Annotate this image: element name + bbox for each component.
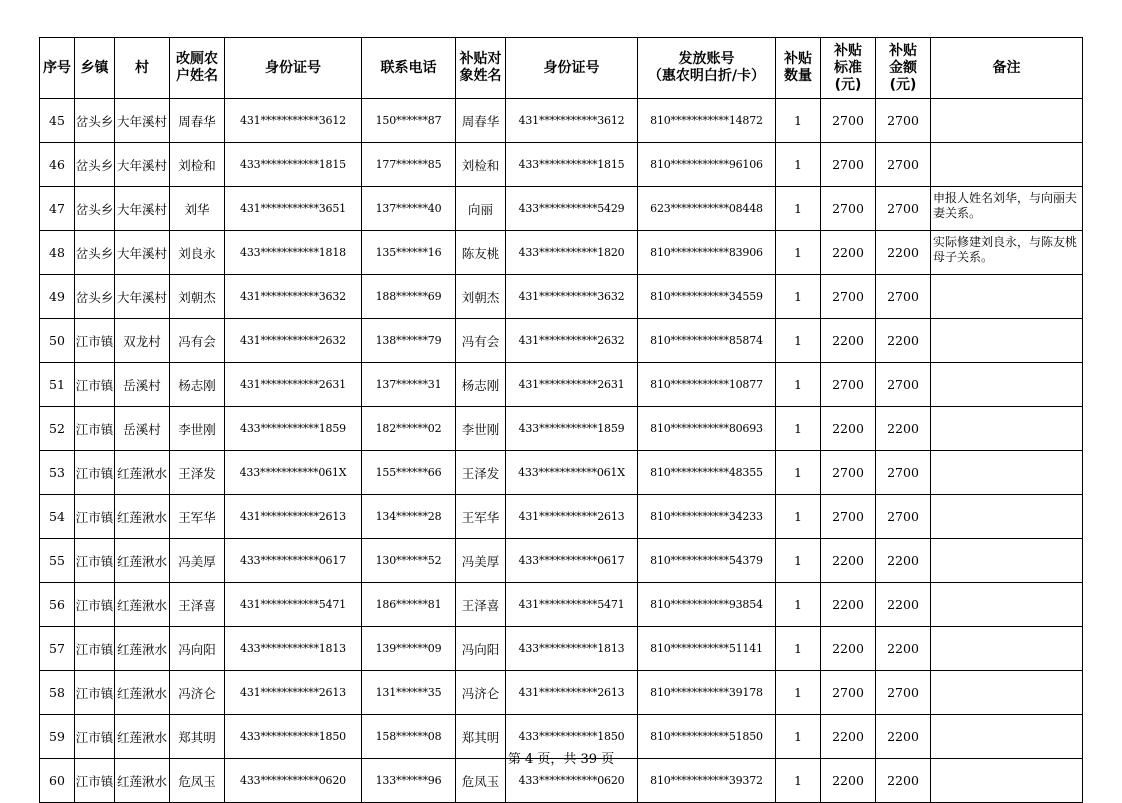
cell-owner: 刘华 bbox=[170, 187, 225, 231]
cell-village: 岳溪村 bbox=[115, 363, 170, 407]
cell-qty: 1 bbox=[776, 539, 821, 583]
cell-note bbox=[931, 539, 1083, 583]
cell-town: 江市镇 bbox=[75, 363, 115, 407]
cell-qty: 1 bbox=[776, 187, 821, 231]
cell-target: 冯美厚 bbox=[456, 539, 506, 583]
cell-target: 冯有会 bbox=[456, 319, 506, 363]
cell-target-id: 431***********2613 bbox=[506, 495, 638, 539]
table-row bbox=[40, 143, 1083, 187]
cell-village: 红莲湫水 bbox=[115, 759, 170, 803]
cell-owner: 杨志刚 bbox=[170, 363, 225, 407]
header-amount: 补贴 金额 (元) bbox=[876, 38, 931, 99]
cell-village: 大年溪村 bbox=[115, 231, 170, 275]
cell-target: 刘检和 bbox=[456, 143, 506, 187]
cell-target: 王泽发 bbox=[456, 451, 506, 495]
cell-seq: 60 bbox=[40, 759, 75, 803]
header-account: 发放账号 （惠农明白折/卡） bbox=[638, 38, 776, 99]
cell-standard: 2700 bbox=[821, 275, 876, 319]
cell-phone: 137******31 bbox=[362, 363, 456, 407]
cell-target-id: 433***********061X bbox=[506, 451, 638, 495]
cell-account: 810***********39178 bbox=[638, 671, 776, 715]
cell-account: 810***********54379 bbox=[638, 539, 776, 583]
cell-village: 岳溪村 bbox=[115, 407, 170, 451]
cell-account: 810***********39372 bbox=[638, 759, 776, 803]
table-row bbox=[40, 627, 1083, 671]
cell-target: 李世刚 bbox=[456, 407, 506, 451]
cell-phone: 138******79 bbox=[362, 319, 456, 363]
cell-town: 江市镇 bbox=[75, 539, 115, 583]
cell-standard: 2200 bbox=[821, 231, 876, 275]
cell-account: 810***********83906 bbox=[638, 231, 776, 275]
cell-id: 433***********1818 bbox=[225, 231, 362, 275]
cell-target: 危凤玉 bbox=[456, 759, 506, 803]
cell-seq: 51 bbox=[40, 363, 75, 407]
cell-qty: 1 bbox=[776, 759, 821, 803]
cell-town: 岔头乡 bbox=[75, 187, 115, 231]
cell-account: 623***********08448 bbox=[638, 187, 776, 231]
cell-village: 大年溪村 bbox=[115, 275, 170, 319]
cell-phone: 137******40 bbox=[362, 187, 456, 231]
cell-target-id: 433***********0617 bbox=[506, 539, 638, 583]
cell-seq: 48 bbox=[40, 231, 75, 275]
cell-seq: 59 bbox=[40, 715, 75, 759]
header-village: 村 bbox=[115, 38, 170, 99]
cell-note bbox=[931, 99, 1083, 143]
cell-note bbox=[931, 583, 1083, 627]
cell-town: 江市镇 bbox=[75, 583, 115, 627]
cell-phone: 155******66 bbox=[362, 451, 456, 495]
cell-owner: 冯有会 bbox=[170, 319, 225, 363]
cell-seq: 47 bbox=[40, 187, 75, 231]
cell-standard: 2200 bbox=[821, 759, 876, 803]
header-id-number: 身份证号 bbox=[225, 38, 362, 99]
cell-account: 810***********14872 bbox=[638, 99, 776, 143]
cell-phone: 188******69 bbox=[362, 275, 456, 319]
header-quantity: 补贴 数量 bbox=[776, 38, 821, 99]
cell-phone: 177******85 bbox=[362, 143, 456, 187]
subsidy-table bbox=[39, 37, 1083, 803]
cell-phone: 150******87 bbox=[362, 99, 456, 143]
cell-qty: 1 bbox=[776, 99, 821, 143]
cell-target: 刘朝杰 bbox=[456, 275, 506, 319]
cell-qty: 1 bbox=[776, 363, 821, 407]
cell-target-id: 433***********1813 bbox=[506, 627, 638, 671]
cell-seq: 54 bbox=[40, 495, 75, 539]
header-subsidy-target-name: 补贴对 象姓名 bbox=[456, 38, 506, 99]
cell-id: 431***********3651 bbox=[225, 187, 362, 231]
cell-owner: 刘朝杰 bbox=[170, 275, 225, 319]
cell-amount: 2700 bbox=[876, 495, 931, 539]
cell-phone: 135******16 bbox=[362, 231, 456, 275]
cell-account: 810***********51141 bbox=[638, 627, 776, 671]
cell-town: 江市镇 bbox=[75, 627, 115, 671]
cell-seq: 53 bbox=[40, 451, 75, 495]
cell-id: 433***********1813 bbox=[225, 627, 362, 671]
cell-target-id: 431***********5471 bbox=[506, 583, 638, 627]
cell-account: 810***********48355 bbox=[638, 451, 776, 495]
cell-qty: 1 bbox=[776, 143, 821, 187]
cell-qty: 1 bbox=[776, 627, 821, 671]
cell-id: 433***********061X bbox=[225, 451, 362, 495]
table-row bbox=[40, 275, 1083, 319]
cell-amount: 2700 bbox=[876, 451, 931, 495]
cell-target: 郑其明 bbox=[456, 715, 506, 759]
cell-id: 431***********3632 bbox=[225, 275, 362, 319]
table-row bbox=[40, 495, 1083, 539]
cell-id: 431***********3612 bbox=[225, 99, 362, 143]
cell-amount: 2200 bbox=[876, 407, 931, 451]
cell-account: 810***********80693 bbox=[638, 407, 776, 451]
cell-amount: 2200 bbox=[876, 759, 931, 803]
cell-target-id: 431***********2631 bbox=[506, 363, 638, 407]
cell-target-id: 433***********0620 bbox=[506, 759, 638, 803]
cell-standard: 2200 bbox=[821, 715, 876, 759]
cell-target: 向丽 bbox=[456, 187, 506, 231]
cell-target-id: 433***********1815 bbox=[506, 143, 638, 187]
cell-standard: 2700 bbox=[821, 99, 876, 143]
cell-phone: 182******02 bbox=[362, 407, 456, 451]
cell-town: 江市镇 bbox=[75, 759, 115, 803]
cell-owner: 郑其明 bbox=[170, 715, 225, 759]
table-row bbox=[40, 187, 1083, 231]
cell-qty: 1 bbox=[776, 583, 821, 627]
cell-amount: 2200 bbox=[876, 539, 931, 583]
cell-amount: 2700 bbox=[876, 363, 931, 407]
cell-owner: 刘良永 bbox=[170, 231, 225, 275]
cell-phone: 186******81 bbox=[362, 583, 456, 627]
cell-note bbox=[931, 363, 1083, 407]
cell-qty: 1 bbox=[776, 671, 821, 715]
cell-id: 433***********1815 bbox=[225, 143, 362, 187]
cell-phone: 134******28 bbox=[362, 495, 456, 539]
cell-account: 810***********34233 bbox=[638, 495, 776, 539]
cell-village: 红莲湫水 bbox=[115, 495, 170, 539]
cell-standard: 2700 bbox=[821, 495, 876, 539]
header-seq: 序号 bbox=[40, 38, 75, 99]
cell-target-id: 433***********1820 bbox=[506, 231, 638, 275]
header-owner-name: 改厕农 户姓名 bbox=[170, 38, 225, 99]
cell-id: 431***********2631 bbox=[225, 363, 362, 407]
cell-account: 810***********10877 bbox=[638, 363, 776, 407]
cell-standard: 2700 bbox=[821, 671, 876, 715]
cell-qty: 1 bbox=[776, 231, 821, 275]
header-remarks: 备注 bbox=[931, 38, 1083, 99]
cell-town: 岔头乡 bbox=[75, 231, 115, 275]
cell-target: 王泽喜 bbox=[456, 583, 506, 627]
cell-town: 江市镇 bbox=[75, 715, 115, 759]
cell-seq: 56 bbox=[40, 583, 75, 627]
cell-town: 岔头乡 bbox=[75, 143, 115, 187]
cell-target: 王军华 bbox=[456, 495, 506, 539]
cell-village: 红莲湫水 bbox=[115, 583, 170, 627]
cell-target-id: 431***********2632 bbox=[506, 319, 638, 363]
cell-note bbox=[931, 451, 1083, 495]
header-phone: 联系电话 bbox=[362, 38, 456, 99]
table-row bbox=[40, 451, 1083, 495]
cell-standard: 2200 bbox=[821, 539, 876, 583]
cell-id: 431***********2613 bbox=[225, 495, 362, 539]
cell-village: 红莲湫水 bbox=[115, 539, 170, 583]
cell-phone: 131******35 bbox=[362, 671, 456, 715]
cell-target: 陈友桃 bbox=[456, 231, 506, 275]
cell-qty: 1 bbox=[776, 407, 821, 451]
cell-seq: 50 bbox=[40, 319, 75, 363]
cell-note bbox=[931, 671, 1083, 715]
table-row bbox=[40, 539, 1083, 583]
cell-seq: 49 bbox=[40, 275, 75, 319]
cell-owner: 王泽发 bbox=[170, 451, 225, 495]
cell-town: 江市镇 bbox=[75, 671, 115, 715]
cell-account: 810***********51850 bbox=[638, 715, 776, 759]
cell-target: 周春华 bbox=[456, 99, 506, 143]
cell-standard: 2700 bbox=[821, 451, 876, 495]
cell-note bbox=[931, 627, 1083, 671]
cell-town: 江市镇 bbox=[75, 451, 115, 495]
cell-owner: 冯美厚 bbox=[170, 539, 225, 583]
cell-village: 大年溪村 bbox=[115, 99, 170, 143]
header-subsidy-id-number: 身份证号 bbox=[506, 38, 638, 99]
cell-owner: 王泽喜 bbox=[170, 583, 225, 627]
cell-qty: 1 bbox=[776, 495, 821, 539]
table-row bbox=[40, 319, 1083, 363]
cell-amount: 2200 bbox=[876, 583, 931, 627]
cell-amount: 2200 bbox=[876, 319, 931, 363]
cell-qty: 1 bbox=[776, 715, 821, 759]
cell-target-id: 431***********2613 bbox=[506, 671, 638, 715]
cell-village: 红莲湫水 bbox=[115, 715, 170, 759]
table-body bbox=[40, 99, 1083, 803]
cell-seq: 52 bbox=[40, 407, 75, 451]
cell-standard: 2200 bbox=[821, 407, 876, 451]
cell-target-id: 433***********1850 bbox=[506, 715, 638, 759]
cell-standard: 2200 bbox=[821, 319, 876, 363]
cell-id: 433***********0617 bbox=[225, 539, 362, 583]
cell-target: 冯向阳 bbox=[456, 627, 506, 671]
cell-standard: 2700 bbox=[821, 187, 876, 231]
cell-town: 岔头乡 bbox=[75, 99, 115, 143]
cell-target-id: 431***********3612 bbox=[506, 99, 638, 143]
cell-id: 433***********0620 bbox=[225, 759, 362, 803]
cell-standard: 2200 bbox=[821, 583, 876, 627]
cell-owner: 冯向阳 bbox=[170, 627, 225, 671]
cell-village: 红莲湫水 bbox=[115, 627, 170, 671]
cell-amount: 2200 bbox=[876, 627, 931, 671]
header-standard: 补贴 标准 (元) bbox=[821, 38, 876, 99]
cell-id: 431***********2613 bbox=[225, 671, 362, 715]
cell-seq: 55 bbox=[40, 539, 75, 583]
cell-note bbox=[931, 143, 1083, 187]
cell-village: 红莲湫水 bbox=[115, 451, 170, 495]
cell-owner: 刘检和 bbox=[170, 143, 225, 187]
cell-account: 810***********34559 bbox=[638, 275, 776, 319]
cell-town: 江市镇 bbox=[75, 407, 115, 451]
cell-target-id: 433***********5429 bbox=[506, 187, 638, 231]
cell-village: 红莲湫水 bbox=[115, 671, 170, 715]
cell-amount: 2200 bbox=[876, 715, 931, 759]
cell-id: 431***********2632 bbox=[225, 319, 362, 363]
cell-amount: 2700 bbox=[876, 99, 931, 143]
table-row bbox=[40, 583, 1083, 627]
header-town: 乡镇 bbox=[75, 38, 115, 99]
cell-town: 江市镇 bbox=[75, 319, 115, 363]
cell-note bbox=[931, 407, 1083, 451]
cell-id: 433***********1859 bbox=[225, 407, 362, 451]
cell-owner: 冯济仑 bbox=[170, 671, 225, 715]
cell-target: 冯济仑 bbox=[456, 671, 506, 715]
cell-seq: 58 bbox=[40, 671, 75, 715]
cell-town: 江市镇 bbox=[75, 495, 115, 539]
cell-id: 431***********5471 bbox=[225, 583, 362, 627]
cell-owner: 李世刚 bbox=[170, 407, 225, 451]
table-row bbox=[40, 231, 1083, 275]
cell-amount: 2700 bbox=[876, 671, 931, 715]
table-header-row bbox=[40, 38, 1083, 99]
cell-owner: 周春华 bbox=[170, 99, 225, 143]
cell-standard: 2700 bbox=[821, 143, 876, 187]
cell-qty: 1 bbox=[776, 275, 821, 319]
page-footer: 第 4 页，共 39 页 bbox=[507, 752, 615, 767]
table-row bbox=[40, 671, 1083, 715]
cell-note bbox=[931, 275, 1083, 319]
cell-phone: 158******08 bbox=[362, 715, 456, 759]
cell-owner: 危凤玉 bbox=[170, 759, 225, 803]
cell-account: 810***********93854 bbox=[638, 583, 776, 627]
cell-note bbox=[931, 319, 1083, 363]
cell-target-id: 431***********3632 bbox=[506, 275, 638, 319]
table-row bbox=[40, 99, 1083, 143]
cell-qty: 1 bbox=[776, 451, 821, 495]
cell-amount: 2200 bbox=[876, 231, 931, 275]
cell-note: 实际修建刘良永，与陈友桃母子关系。 bbox=[931, 231, 1083, 275]
cell-standard: 2200 bbox=[821, 627, 876, 671]
cell-account: 810***********85874 bbox=[638, 319, 776, 363]
cell-seq: 57 bbox=[40, 627, 75, 671]
cell-village: 大年溪村 bbox=[115, 143, 170, 187]
table-row bbox=[40, 363, 1083, 407]
cell-phone: 139******09 bbox=[362, 627, 456, 671]
cell-account: 810***********96106 bbox=[638, 143, 776, 187]
cell-town: 岔头乡 bbox=[75, 275, 115, 319]
cell-amount: 2700 bbox=[876, 275, 931, 319]
cell-amount: 2700 bbox=[876, 187, 931, 231]
cell-village: 大年溪村 bbox=[115, 187, 170, 231]
cell-target: 杨志刚 bbox=[456, 363, 506, 407]
cell-phone: 130******52 bbox=[362, 539, 456, 583]
cell-phone: 133******96 bbox=[362, 759, 456, 803]
cell-target-id: 433***********1859 bbox=[506, 407, 638, 451]
cell-note: 申报人姓名刘华，与向丽夫妻关系。 bbox=[931, 187, 1083, 231]
cell-note bbox=[931, 495, 1083, 539]
cell-seq: 46 bbox=[40, 143, 75, 187]
cell-owner: 王军华 bbox=[170, 495, 225, 539]
table-row bbox=[40, 407, 1083, 451]
cell-qty: 1 bbox=[776, 319, 821, 363]
cell-seq: 45 bbox=[40, 99, 75, 143]
cell-village: 双龙村 bbox=[115, 319, 170, 363]
cell-id: 433***********1850 bbox=[225, 715, 362, 759]
cell-standard: 2700 bbox=[821, 363, 876, 407]
cell-amount: 2700 bbox=[876, 143, 931, 187]
